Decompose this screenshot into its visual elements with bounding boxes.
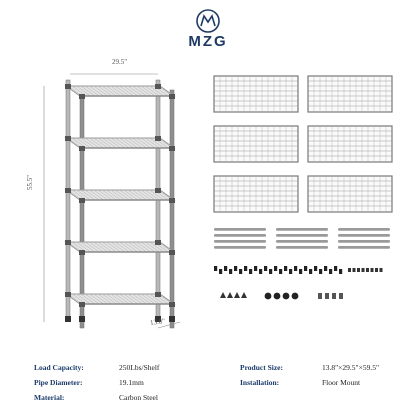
plastic-sleeve — [309, 269, 312, 274]
width-dimension: 29.5" — [112, 58, 128, 66]
pole-segment — [214, 240, 266, 243]
clip — [366, 268, 369, 272]
bolt — [318, 293, 322, 299]
plastic-sleeve — [244, 266, 247, 271]
plastic-sleeve — [234, 266, 237, 271]
pole-segment — [276, 234, 328, 237]
leveling-foot-part — [241, 292, 247, 298]
plastic-sleeve — [264, 266, 267, 271]
caster-knob — [283, 293, 290, 300]
clip — [362, 268, 365, 272]
plastic-sleeve — [214, 266, 217, 271]
caster-knob — [292, 293, 299, 300]
depth-dimension: 13.8" — [149, 316, 166, 328]
plastic-sleeve — [284, 266, 287, 271]
clip — [371, 268, 374, 272]
shelf-sleeve — [65, 188, 71, 193]
plastic-sleeve — [304, 266, 307, 271]
pole-segment — [276, 240, 328, 243]
clip — [357, 268, 360, 272]
product-size-label: Product Size: — [240, 363, 283, 372]
shelf-unit-illustration — [40, 66, 200, 334]
wire-grid-panel — [308, 76, 392, 112]
pipe-diameter-label: Pipe Diameter: — [34, 378, 83, 387]
pole-segment — [338, 228, 390, 231]
bolt — [325, 293, 329, 299]
shelf-sleeve — [79, 302, 85, 307]
shelf-sleeve — [169, 146, 175, 151]
pole-segment — [214, 246, 266, 249]
plastic-sleeve — [224, 266, 227, 271]
plastic-sleeve — [319, 269, 322, 274]
clip — [380, 268, 383, 272]
material-value: Carbon Steel — [119, 393, 158, 402]
plastic-sleeve — [239, 269, 242, 274]
pole-segment — [338, 240, 390, 243]
pole-segment — [214, 234, 266, 237]
shelf-sleeve — [79, 146, 85, 151]
shelf-sleeve — [79, 94, 85, 99]
bolt — [339, 293, 343, 299]
leveling-foot-part — [227, 292, 233, 298]
leveling-foot-part — [234, 292, 240, 298]
shelf-post — [66, 80, 70, 318]
plastic-sleeve — [294, 266, 297, 271]
load-capacity-label: Load Capacity: — [34, 363, 84, 372]
plastic-sleeve — [269, 269, 272, 274]
shelf-sleeve — [155, 188, 161, 193]
shelf-sleeve — [155, 240, 161, 245]
plastic-sleeve — [274, 266, 277, 271]
clip — [353, 268, 356, 272]
clip — [348, 268, 351, 272]
pole-segment — [214, 228, 266, 231]
caster-knob — [274, 293, 281, 300]
plastic-sleeve — [334, 266, 337, 271]
pipe-diameter-value: 19.1mm — [119, 378, 144, 387]
wire-grid-panel — [308, 176, 392, 212]
shelf-sleeve — [65, 240, 71, 245]
brand-logo-text: MZG — [188, 33, 228, 50]
shelf-sleeve — [65, 292, 71, 297]
plastic-sleeve — [279, 269, 282, 274]
pole-segment — [338, 234, 390, 237]
material-label: Material: — [34, 393, 65, 402]
shelf-sleeve — [169, 94, 175, 99]
product-size-value: 13.8"×29.5"×59.5" — [322, 363, 380, 372]
shelf-sleeve — [155, 136, 161, 141]
shelf-sleeve — [79, 198, 85, 203]
wire-grid-panel — [214, 126, 298, 162]
pole-segment — [276, 246, 328, 249]
plastic-sleeve — [329, 269, 332, 274]
plastic-sleeve — [249, 269, 252, 274]
plastic-sleeve — [299, 269, 302, 274]
installation-label: Installation: — [240, 378, 280, 387]
plastic-sleeve — [254, 266, 257, 271]
bolt — [332, 293, 336, 299]
shelf-sleeve — [169, 198, 175, 203]
plastic-sleeve — [324, 266, 327, 271]
shelf-sleeve — [79, 250, 85, 255]
height-dimension: 55.5" — [26, 174, 34, 190]
leveling-foot — [65, 316, 71, 322]
plastic-sleeve — [289, 269, 292, 274]
caster-knob — [265, 293, 272, 300]
leveling-foot — [79, 316, 85, 322]
wire-grid-panel — [214, 76, 298, 112]
shelf-sleeve — [169, 250, 175, 255]
shelf-sleeve — [155, 292, 161, 297]
plastic-sleeve — [314, 266, 317, 271]
shelf-post — [170, 90, 174, 328]
shelf-post — [80, 90, 84, 328]
brand-monogram-icon — [193, 8, 223, 34]
wire-grid-panel — [308, 126, 392, 162]
shelf-sleeve — [65, 84, 71, 89]
plastic-sleeve — [259, 269, 262, 274]
plastic-sleeve — [229, 269, 232, 274]
plastic-sleeve — [219, 269, 222, 274]
plastic-sleeve — [339, 269, 342, 274]
wire-grid-panel — [214, 176, 298, 212]
leveling-foot — [169, 316, 175, 322]
shelf-sleeve — [155, 84, 161, 89]
installation-value: Floor Mount — [322, 378, 361, 387]
leveling-foot-part — [220, 292, 226, 298]
clip — [375, 268, 378, 272]
load-capacity-value: 250Lbs/Shelf — [119, 363, 160, 372]
pole-segment — [338, 246, 390, 249]
shelf-sleeve — [169, 302, 175, 307]
shelf-sleeve — [65, 136, 71, 141]
parts-diagram — [208, 70, 408, 320]
pole-segment — [276, 228, 328, 231]
